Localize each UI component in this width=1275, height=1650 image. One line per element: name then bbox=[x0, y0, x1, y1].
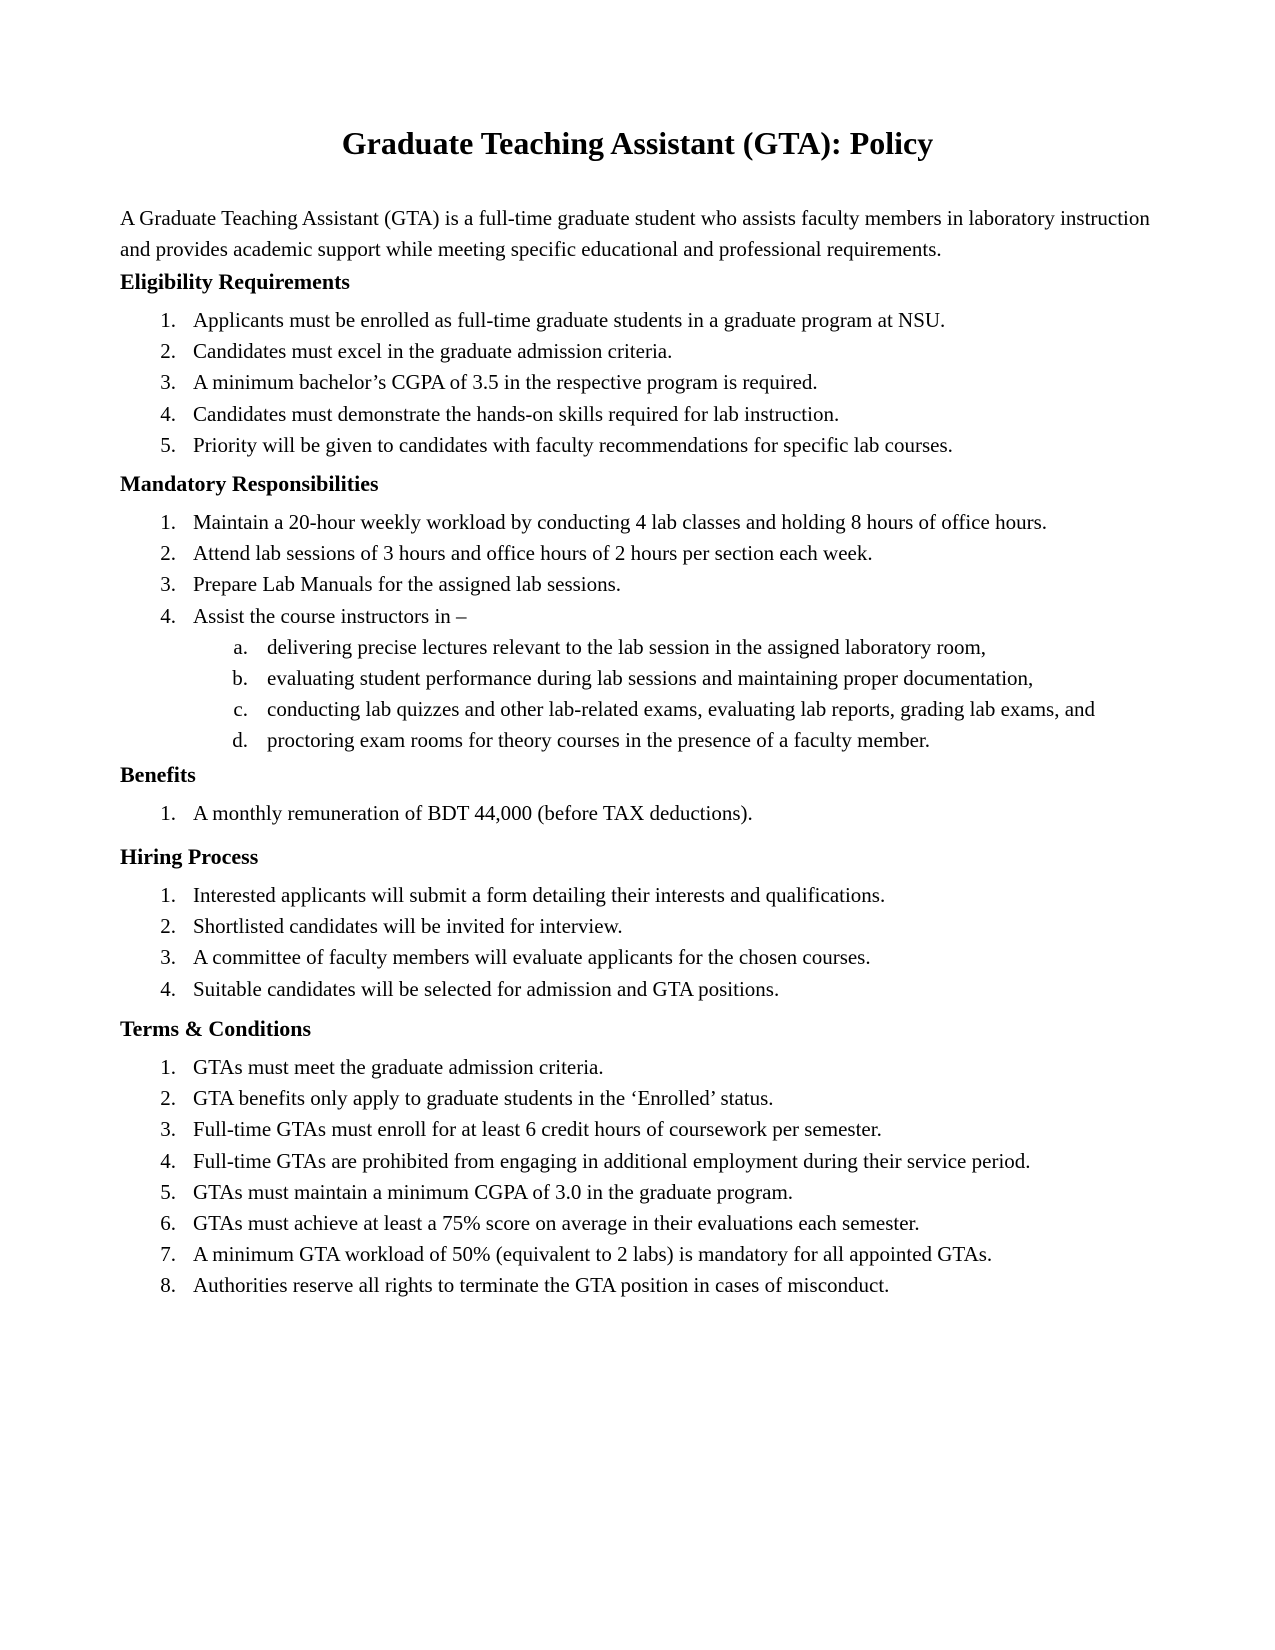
list-text: Interested applicants will submit a form detailing their interests and qualifications. bbox=[193, 883, 886, 907]
list-marker: 1. bbox=[160, 308, 176, 332]
list-item bbox=[0, 974, 1275, 1005]
list-text: Shortlisted candidates will be invited for interview. bbox=[193, 914, 623, 939]
list-text: A minimum GTA workload of 50% (equivalent to 2 labs) is mandatory for all appointed GTAs. bbox=[193, 1242, 993, 1267]
list-item bbox=[0, 367, 1275, 398]
list-marker: 5. bbox=[160, 432, 176, 457]
list-marker: 5. bbox=[160, 1179, 176, 1204]
list-text: GTAs must maintain a minimum CGPA of 3.0 in the graduate program. bbox=[193, 1179, 794, 1204]
list-text: Prepare Lab Manuals for the assigned lab sessions. bbox=[193, 572, 622, 597]
list-text: Candidates must demonstrate the hands-on skills required for lab instruction. bbox=[193, 401, 840, 426]
sub-list-item bbox=[0, 725, 1275, 756]
list-marker: 1. bbox=[160, 510, 176, 534]
list-item bbox=[0, 569, 1275, 600]
list-text: GTAs must achieve at least a 75% score on average in their evaluations each semester. bbox=[193, 1210, 920, 1235]
list-text: Priority will be given to candidates with faculty recommendations for specific lab courses. bbox=[193, 432, 953, 457]
responsibilities-list bbox=[0, 507, 1275, 757]
eligibility-list bbox=[0, 305, 1275, 461]
list-item bbox=[0, 1052, 1275, 1083]
list-marker: 4. bbox=[160, 1148, 176, 1173]
list-item bbox=[0, 399, 1275, 430]
list-text: Suitable candidates will be selected for admission and GTA positions. bbox=[193, 976, 780, 1001]
list-item bbox=[0, 942, 1275, 973]
list-text: Authorities reserve all rights to terminate the GTA position in cases of misconduct. bbox=[193, 1273, 890, 1298]
list-item bbox=[0, 880, 1275, 911]
list-item bbox=[0, 336, 1275, 367]
intro-paragraph: A Graduate Teaching Assistant (GTA) is a full-time graduate student who assists faculty members in laboratory instruction and provides academic support while meeting specific educational and professional requirements. bbox=[120, 206, 1150, 261]
list-item bbox=[0, 601, 1275, 632]
list-marker: 1. bbox=[160, 1055, 176, 1079]
list-text: Maintain a 20-hour weekly workload by conducting 4 lab classes and holding 8 hours of office hours. bbox=[193, 510, 1048, 534]
list-marker: 2. bbox=[160, 1086, 176, 1111]
sub-list-item bbox=[0, 632, 1275, 663]
list-item bbox=[0, 305, 1275, 336]
sub-list-text: evaluating student performance during lab sessions and maintaining proper documentation, bbox=[267, 665, 1034, 690]
list-item bbox=[0, 507, 1275, 538]
page-title: Graduate Teaching Assistant (GTA): Policy bbox=[341, 125, 934, 161]
list-marker: 4. bbox=[160, 401, 176, 426]
list-item bbox=[0, 1208, 1275, 1239]
list-marker: 3. bbox=[160, 572, 176, 597]
list-text: GTA benefits only apply to graduate students in the ‘Enrolled’ status. bbox=[193, 1086, 774, 1111]
list-marker: 1. bbox=[160, 883, 176, 907]
list-item bbox=[0, 538, 1275, 569]
list-item bbox=[0, 1083, 1275, 1114]
section-heading-terms: Terms & Conditions bbox=[120, 1016, 312, 1041]
section-heading-hiring: Hiring Process bbox=[120, 844, 259, 869]
list-text: Assist the course instructors in – bbox=[193, 603, 467, 628]
list-text: Candidates must excel in the graduate admission criteria. bbox=[193, 339, 673, 364]
terms-list bbox=[0, 1052, 1275, 1302]
sub-list-marker: d. bbox=[232, 728, 248, 753]
list-item bbox=[0, 1239, 1275, 1270]
list-marker: 2. bbox=[160, 914, 176, 939]
list-text: Attend lab sessions of 3 hours and office hours of 2 hours per section each week. bbox=[193, 541, 873, 566]
list-text: A monthly remuneration of BDT 44,000 (before TAX deductions). bbox=[193, 801, 753, 825]
list-marker: 3. bbox=[160, 370, 176, 395]
list-item bbox=[0, 1177, 1275, 1208]
list-text: Applicants must be enrolled as full-time graduate students in a graduate program at NSU. bbox=[193, 308, 946, 332]
list-item bbox=[0, 1270, 1275, 1301]
list-marker: 4. bbox=[160, 976, 176, 1001]
list-marker: 8. bbox=[160, 1273, 176, 1298]
sub-list-item bbox=[0, 663, 1275, 694]
section-heading-eligibility: Eligibility Requirements bbox=[120, 269, 350, 294]
list-text: GTAs must meet the graduate admission criteria. bbox=[193, 1055, 604, 1079]
list-item bbox=[0, 1114, 1275, 1145]
list-marker: 3. bbox=[160, 945, 176, 970]
list-marker: 1. bbox=[160, 801, 176, 825]
list-marker: 2. bbox=[160, 541, 176, 566]
hiring-list bbox=[0, 880, 1275, 1005]
list-marker: 4. bbox=[160, 603, 176, 628]
sub-list-text: proctoring exam rooms for theory courses in the presence of a faculty member. bbox=[267, 728, 931, 753]
sub-list-marker: c. bbox=[233, 697, 248, 722]
list-item bbox=[0, 430, 1275, 461]
sub-list-marker: b. bbox=[232, 665, 248, 690]
sub-list-text: delivering precise lectures relevant to the lab session in the assigned laboratory room, bbox=[267, 634, 987, 659]
list-marker: 7. bbox=[160, 1242, 176, 1267]
section-heading-responsibilities: Mandatory Responsibilities bbox=[120, 471, 379, 496]
list-item bbox=[0, 911, 1275, 942]
sub-list-marker: a. bbox=[233, 634, 248, 659]
list-marker: 2. bbox=[160, 339, 176, 364]
sub-list-item bbox=[0, 694, 1275, 725]
sub-list-text: conducting lab quizzes and other lab-related exams, evaluating lab reports, grading lab exams, and bbox=[267, 697, 1096, 722]
list-item bbox=[0, 798, 1275, 829]
list-text: Full-time GTAs are prohibited from engaging in additional employment during their service period. bbox=[193, 1148, 1031, 1173]
list-marker: 3. bbox=[160, 1117, 176, 1142]
list-text: A minimum bachelor’s CGPA of 3.5 in the respective program is required. bbox=[193, 370, 818, 395]
section-heading-benefits: Benefits bbox=[120, 762, 196, 787]
list-text: Full-time GTAs must enroll for at least 6 credit hours of coursework per semester. bbox=[193, 1117, 882, 1142]
benefits-list bbox=[0, 798, 1275, 829]
list-text: A committee of faculty members will evaluate applicants for the chosen courses. bbox=[193, 945, 871, 970]
list-marker: 6. bbox=[160, 1210, 176, 1235]
list-item bbox=[0, 1146, 1275, 1177]
